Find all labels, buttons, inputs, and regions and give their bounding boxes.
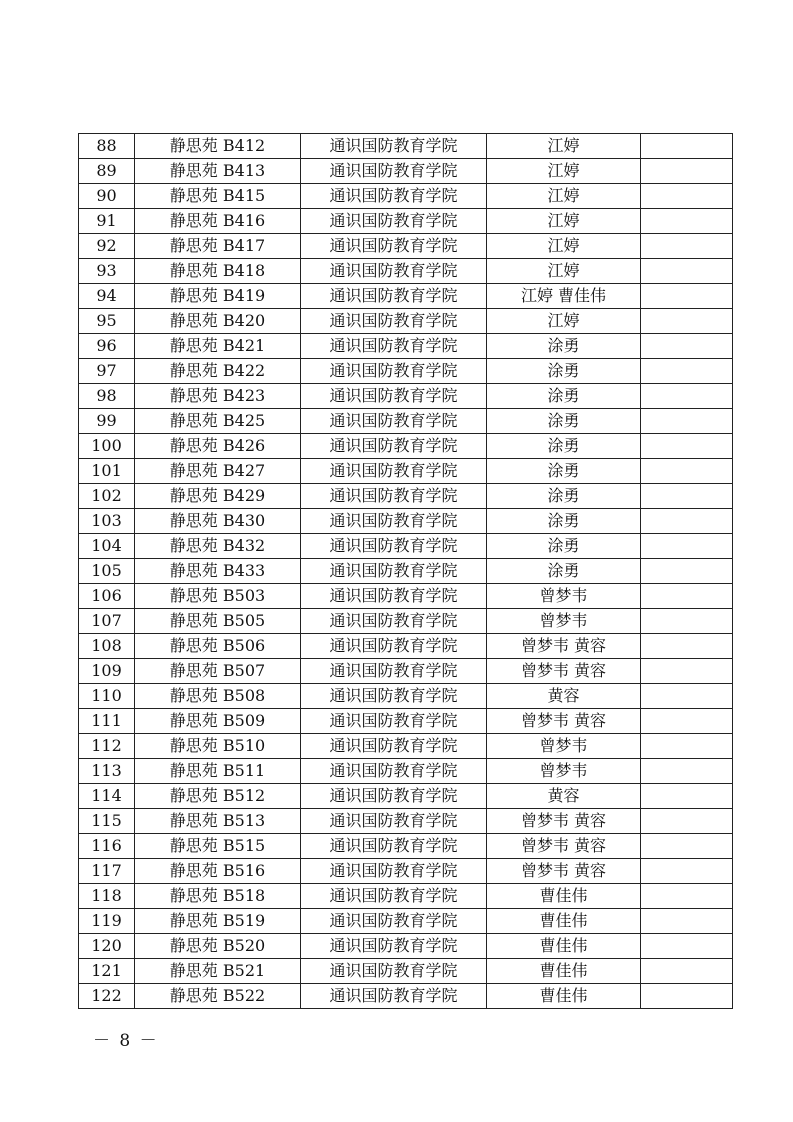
- staff-cell: 曾梦韦: [487, 609, 641, 634]
- row-number-cell: 110: [79, 684, 135, 709]
- row-number-cell: 101: [79, 459, 135, 484]
- staff-cell: 涂勇: [487, 409, 641, 434]
- staff-cell: 曾梦韦 黄容: [487, 709, 641, 734]
- note-cell: [641, 309, 733, 334]
- college-cell: 通识国防教育学院: [301, 984, 487, 1009]
- room-cell: 静思苑 B519: [135, 909, 301, 934]
- table-row: [79, 734, 733, 759]
- staff-cell: 涂勇: [487, 534, 641, 559]
- note-cell: [641, 359, 733, 384]
- college-cell: 通识国防教育学院: [301, 359, 487, 384]
- college-cell: 通识国防教育学院: [301, 934, 487, 959]
- note-cell: [641, 959, 733, 984]
- college-cell: 通识国防教育学院: [301, 609, 487, 634]
- college-cell: 通识国防教育学院: [301, 559, 487, 584]
- staff-cell: 江婷: [487, 209, 641, 234]
- college-cell: 通识国防教育学院: [301, 859, 487, 884]
- table-row: [79, 384, 733, 409]
- staff-cell: 涂勇: [487, 359, 641, 384]
- room-cell: 静思苑 B429: [135, 484, 301, 509]
- table-row: [79, 759, 733, 784]
- note-cell: [641, 534, 733, 559]
- table-row: [79, 534, 733, 559]
- room-cell: 静思苑 B512: [135, 784, 301, 809]
- table-row: [79, 409, 733, 434]
- room-cell: 静思苑 B503: [135, 584, 301, 609]
- college-cell: 通识国防教育学院: [301, 234, 487, 259]
- college-cell: 通识国防教育学院: [301, 834, 487, 859]
- note-cell: [641, 734, 733, 759]
- table-row: [79, 834, 733, 859]
- room-cell: 静思苑 B507: [135, 659, 301, 684]
- room-cell: 静思苑 B432: [135, 534, 301, 559]
- row-number-cell: 89: [79, 159, 135, 184]
- college-cell: 通识国防教育学院: [301, 259, 487, 284]
- college-cell: 通识国防教育学院: [301, 509, 487, 534]
- room-cell: 静思苑 B516: [135, 859, 301, 884]
- row-number-cell: 113: [79, 759, 135, 784]
- table-row: [79, 809, 733, 834]
- room-cell: 静思苑 B521: [135, 959, 301, 984]
- table-row: [79, 309, 733, 334]
- room-cell: 静思苑 B515: [135, 834, 301, 859]
- room-cell: 静思苑 B513: [135, 809, 301, 834]
- note-cell: [641, 809, 733, 834]
- row-number-cell: 117: [79, 859, 135, 884]
- table-row: [79, 259, 733, 284]
- college-cell: 通识国防教育学院: [301, 534, 487, 559]
- row-number-cell: 103: [79, 509, 135, 534]
- table-row: [79, 709, 733, 734]
- table-row: [79, 584, 733, 609]
- room-cell: 静思苑 B510: [135, 734, 301, 759]
- college-cell: 通识国防教育学院: [301, 409, 487, 434]
- staff-cell: 江婷: [487, 134, 641, 159]
- row-number-cell: 109: [79, 659, 135, 684]
- staff-cell: 江婷: [487, 234, 641, 259]
- note-cell: [641, 609, 733, 634]
- room-cell: 静思苑 B416: [135, 209, 301, 234]
- staff-cell: 涂勇: [487, 459, 641, 484]
- college-cell: 通识国防教育学院: [301, 484, 487, 509]
- staff-cell: 曾梦韦 黄容: [487, 859, 641, 884]
- note-cell: [641, 884, 733, 909]
- row-number-cell: 107: [79, 609, 135, 634]
- note-cell: [641, 384, 733, 409]
- room-cell: 静思苑 B418: [135, 259, 301, 284]
- college-cell: 通识国防教育学院: [301, 659, 487, 684]
- room-cell: 静思苑 B426: [135, 434, 301, 459]
- table-row: [79, 359, 733, 384]
- staff-cell: 黄容: [487, 784, 641, 809]
- college-cell: 通识国防教育学院: [301, 459, 487, 484]
- staff-cell: 曹佳伟: [487, 959, 641, 984]
- row-number-cell: 94: [79, 284, 135, 309]
- table-row: [79, 634, 733, 659]
- row-number-cell: 100: [79, 434, 135, 459]
- table-row: [79, 859, 733, 884]
- college-cell: 通识国防教育学院: [301, 434, 487, 459]
- row-number-cell: 115: [79, 809, 135, 834]
- row-number-cell: 120: [79, 934, 135, 959]
- note-cell: [641, 159, 733, 184]
- dormitory-assignment-table: [78, 133, 733, 1009]
- room-cell: 静思苑 B413: [135, 159, 301, 184]
- row-number-cell: 112: [79, 734, 135, 759]
- table-row: [79, 959, 733, 984]
- room-cell: 静思苑 B415: [135, 184, 301, 209]
- note-cell: [641, 509, 733, 534]
- note-cell: [641, 334, 733, 359]
- page-number: － 8 －: [93, 1031, 159, 1051]
- row-number-cell: 92: [79, 234, 135, 259]
- note-cell: [641, 284, 733, 309]
- table-row: [79, 609, 733, 634]
- table-row: [79, 284, 733, 309]
- room-cell: 静思苑 B433: [135, 559, 301, 584]
- note-cell: [641, 859, 733, 884]
- room-cell: 静思苑 B518: [135, 884, 301, 909]
- staff-cell: 涂勇: [487, 384, 641, 409]
- note-cell: [641, 484, 733, 509]
- room-cell: 静思苑 B419: [135, 284, 301, 309]
- table-row: [79, 659, 733, 684]
- staff-cell: 曹佳伟: [487, 984, 641, 1009]
- college-cell: 通识国防教育学院: [301, 159, 487, 184]
- table-row: [79, 234, 733, 259]
- row-number-cell: 122: [79, 984, 135, 1009]
- table-row: [79, 134, 733, 159]
- row-number-cell: 97: [79, 359, 135, 384]
- college-cell: 通识国防教育学院: [301, 884, 487, 909]
- room-cell: 静思苑 B425: [135, 409, 301, 434]
- row-number-cell: 106: [79, 584, 135, 609]
- row-number-cell: 88: [79, 134, 135, 159]
- table-row: [79, 434, 733, 459]
- table-row: [79, 159, 733, 184]
- row-number-cell: 114: [79, 784, 135, 809]
- note-cell: [641, 759, 733, 784]
- room-cell: 静思苑 B506: [135, 634, 301, 659]
- table-row: [79, 984, 733, 1009]
- staff-cell: 曾梦韦 黄容: [487, 834, 641, 859]
- college-cell: 通识国防教育学院: [301, 209, 487, 234]
- college-cell: 通识国防教育学院: [301, 784, 487, 809]
- table-row: [79, 684, 733, 709]
- table-row: [79, 559, 733, 584]
- table-row: [79, 209, 733, 234]
- note-cell: [641, 559, 733, 584]
- staff-cell: 曾梦韦: [487, 734, 641, 759]
- staff-cell: 江婷: [487, 184, 641, 209]
- room-cell: 静思苑 B423: [135, 384, 301, 409]
- note-cell: [641, 659, 733, 684]
- row-number-cell: 108: [79, 634, 135, 659]
- table-row: [79, 459, 733, 484]
- college-cell: 通识国防教育学院: [301, 759, 487, 784]
- room-cell: 静思苑 B520: [135, 934, 301, 959]
- note-cell: [641, 409, 733, 434]
- room-cell: 静思苑 B421: [135, 334, 301, 359]
- staff-cell: 曾梦韦 黄容: [487, 809, 641, 834]
- row-number-cell: 90: [79, 184, 135, 209]
- note-cell: [641, 709, 733, 734]
- college-cell: 通识国防教育学院: [301, 809, 487, 834]
- row-number-cell: 104: [79, 534, 135, 559]
- row-number-cell: 116: [79, 834, 135, 859]
- table-row: [79, 934, 733, 959]
- room-cell: 静思苑 B420: [135, 309, 301, 334]
- staff-cell: 曾梦韦 黄容: [487, 659, 641, 684]
- note-cell: [641, 434, 733, 459]
- staff-cell: 江婷: [487, 159, 641, 184]
- note-cell: [641, 234, 733, 259]
- table-row: [79, 909, 733, 934]
- note-cell: [641, 909, 733, 934]
- college-cell: 通识国防教育学院: [301, 134, 487, 159]
- room-cell: 静思苑 B509: [135, 709, 301, 734]
- college-cell: 通识国防教育学院: [301, 734, 487, 759]
- staff-cell: 涂勇: [487, 559, 641, 584]
- row-number-cell: 105: [79, 559, 135, 584]
- college-cell: 通识国防教育学院: [301, 709, 487, 734]
- room-cell: 静思苑 B511: [135, 759, 301, 784]
- table-row: [79, 334, 733, 359]
- room-cell: 静思苑 B422: [135, 359, 301, 384]
- staff-cell: 曹佳伟: [487, 934, 641, 959]
- note-cell: [641, 134, 733, 159]
- note-cell: [641, 784, 733, 809]
- row-number-cell: 91: [79, 209, 135, 234]
- row-number-cell: 111: [79, 709, 135, 734]
- college-cell: 通识国防教育学院: [301, 634, 487, 659]
- note-cell: [641, 459, 733, 484]
- college-cell: 通识国防教育学院: [301, 309, 487, 334]
- staff-cell: 曾梦韦 黄容: [487, 634, 641, 659]
- room-cell: 静思苑 B427: [135, 459, 301, 484]
- table-row: [79, 884, 733, 909]
- staff-cell: 曹佳伟: [487, 884, 641, 909]
- room-cell: 静思苑 B508: [135, 684, 301, 709]
- row-number-cell: 118: [79, 884, 135, 909]
- row-number-cell: 102: [79, 484, 135, 509]
- college-cell: 通识国防教育学院: [301, 284, 487, 309]
- staff-cell: 曾梦韦: [487, 759, 641, 784]
- note-cell: [641, 584, 733, 609]
- table-row: [79, 509, 733, 534]
- college-cell: 通识国防教育学院: [301, 909, 487, 934]
- staff-cell: 曾梦韦: [487, 584, 641, 609]
- staff-cell: 江婷: [487, 309, 641, 334]
- college-cell: 通识国防教育学院: [301, 684, 487, 709]
- note-cell: [641, 834, 733, 859]
- staff-cell: 涂勇: [487, 509, 641, 534]
- table-row: [79, 184, 733, 209]
- college-cell: 通识国防教育学院: [301, 334, 487, 359]
- staff-cell: 涂勇: [487, 334, 641, 359]
- row-number-cell: 99: [79, 409, 135, 434]
- staff-cell: 曹佳伟: [487, 909, 641, 934]
- row-number-cell: 93: [79, 259, 135, 284]
- staff-cell: 黄容: [487, 684, 641, 709]
- room-cell: 静思苑 B412: [135, 134, 301, 159]
- staff-cell: 江婷: [487, 259, 641, 284]
- staff-cell: 涂勇: [487, 484, 641, 509]
- table-row: [79, 484, 733, 509]
- note-cell: [641, 984, 733, 1009]
- college-cell: 通识国防教育学院: [301, 959, 487, 984]
- table-row: [79, 784, 733, 809]
- college-cell: 通识国防教育学院: [301, 184, 487, 209]
- table-body: [79, 134, 733, 1009]
- row-number-cell: 121: [79, 959, 135, 984]
- room-cell: 静思苑 B417: [135, 234, 301, 259]
- row-number-cell: 96: [79, 334, 135, 359]
- note-cell: [641, 684, 733, 709]
- college-cell: 通识国防教育学院: [301, 384, 487, 409]
- college-cell: 通识国防教育学院: [301, 584, 487, 609]
- room-cell: 静思苑 B505: [135, 609, 301, 634]
- note-cell: [641, 634, 733, 659]
- note-cell: [641, 184, 733, 209]
- note-cell: [641, 259, 733, 284]
- note-cell: [641, 934, 733, 959]
- staff-cell: 涂勇: [487, 434, 641, 459]
- row-number-cell: 98: [79, 384, 135, 409]
- note-cell: [641, 209, 733, 234]
- room-cell: 静思苑 B430: [135, 509, 301, 534]
- staff-cell: 江婷 曹佳伟: [487, 284, 641, 309]
- room-cell: 静思苑 B522: [135, 984, 301, 1009]
- row-number-cell: 119: [79, 909, 135, 934]
- row-number-cell: 95: [79, 309, 135, 334]
